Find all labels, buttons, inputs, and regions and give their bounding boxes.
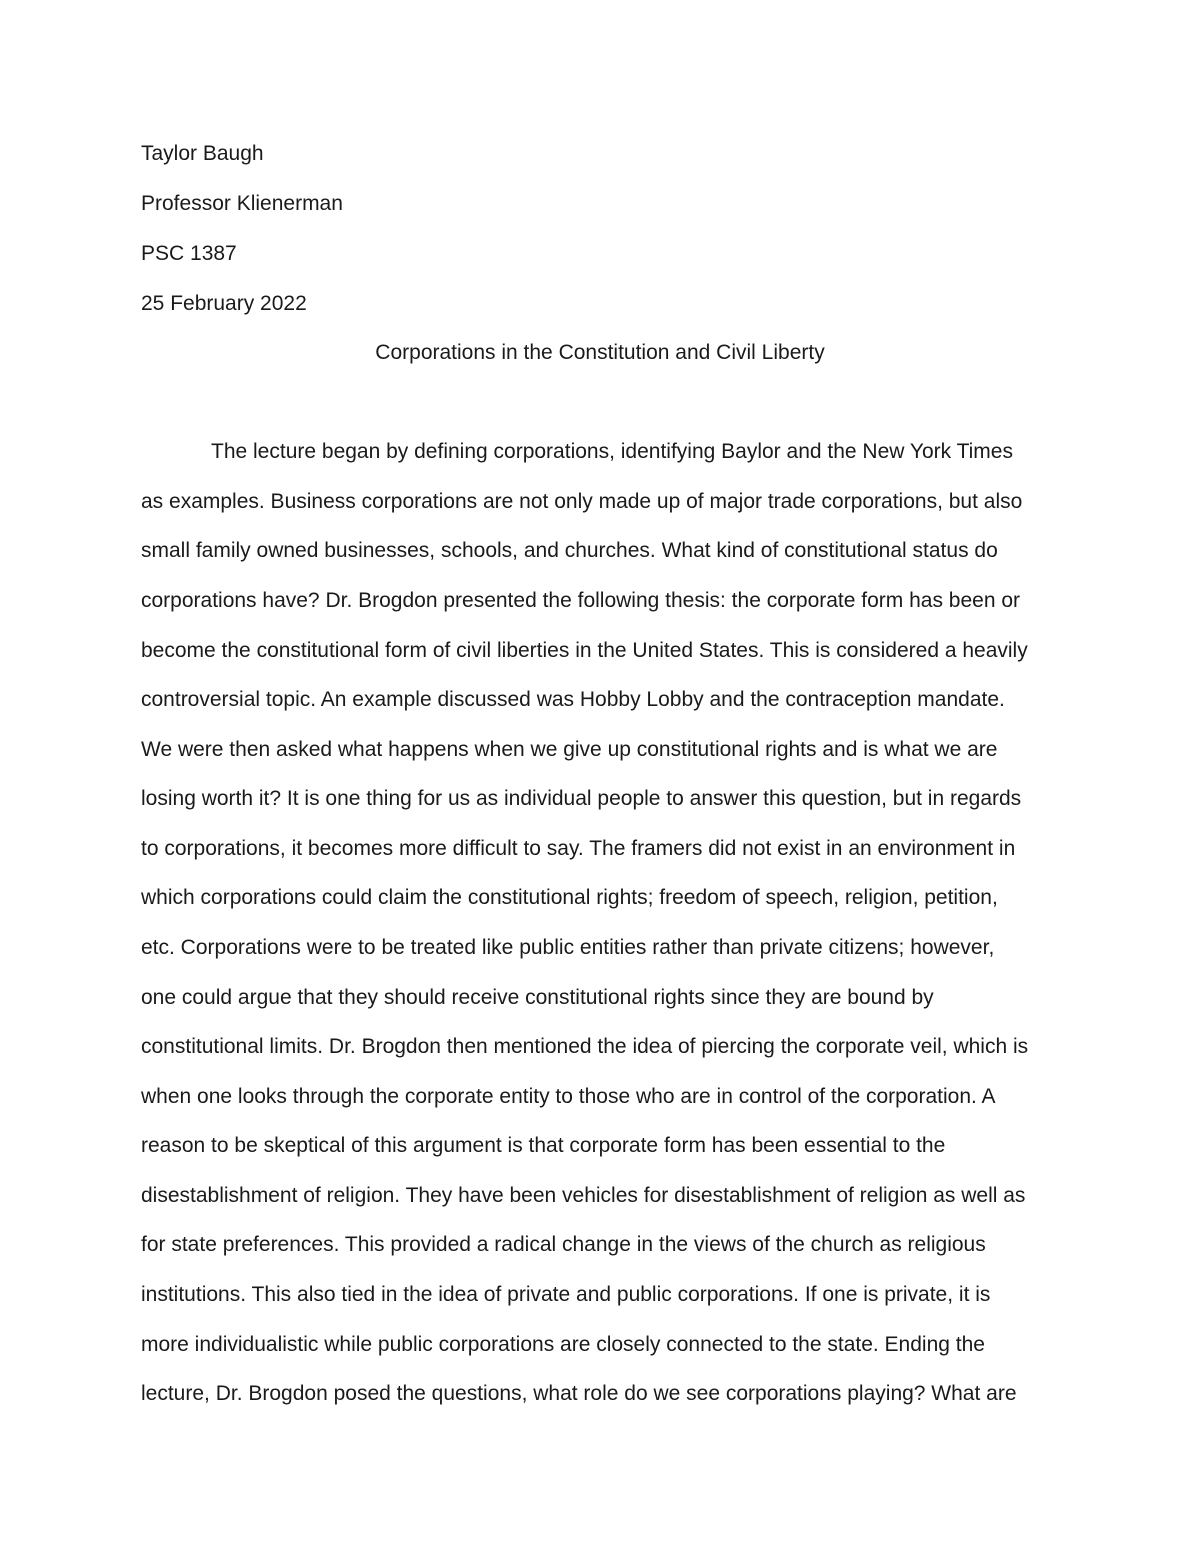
paragraph-line: The lecture began by defining corporations, identifying Baylor and the New York Times xyxy=(211,440,1013,463)
paragraph-line: etc. Corporations were to be treated like public entities rather than private citizens; however, xyxy=(141,936,995,959)
paragraph-line: institutions. This also tied in the idea of private and public corporations. If one is private, it is xyxy=(141,1283,991,1306)
paragraph-line: one could argue that they should receive constitutional rights since they are bound by xyxy=(141,986,934,1009)
paragraph-line: when one looks through the corporate entity to those who are in control of the corporation. A xyxy=(141,1085,996,1108)
paragraph-line: to corporations, it becomes more difficult to say. The framers did not exist in an environment in xyxy=(141,837,1016,860)
paragraph-line: disestablishment of religion. They have been vehicles for disestablishment of religion as well as xyxy=(141,1184,1026,1207)
paragraph-line: as examples. Business corporations are not only made up of major trade corporations, but also xyxy=(141,490,1023,513)
paragraph-line: We were then asked what happens when we give up constitutional rights and is what we are xyxy=(141,738,998,761)
paragraph-line: reason to be skeptical of this argument is that corporate form has been essential to the xyxy=(141,1134,946,1157)
paragraph-line: constitutional limits. Dr. Brogdon then mentioned the idea of piercing the corporate veil, which is xyxy=(141,1035,1029,1058)
paragraph-line: for state preferences. This provided a radical change in the views of the church as religious xyxy=(141,1233,986,1256)
paragraph-line: controversial topic. An example discussed was Hobby Lobby and the contraception mandate. xyxy=(141,688,1005,711)
paragraph-line: corporations have? Dr. Brogdon presented the following thesis: the corporate form has been or xyxy=(141,589,1021,612)
paragraph-line: more individualistic while public corporations are closely connected to the state. Ending the xyxy=(141,1333,985,1356)
professor-name: Professor Klienerman xyxy=(141,192,343,215)
paragraph-line: losing worth it? It is one thing for us as individual people to answer this question, but in regards xyxy=(141,787,1022,810)
paragraph-line: become the constitutional form of civil liberties in the United States. This is considered a heavily xyxy=(141,639,1028,662)
document-title: Corporations in the Constitution and Civil Liberty xyxy=(375,341,825,364)
paragraph-line: lecture, Dr. Brogdon posed the questions, what role do we see corporations playing? What are xyxy=(141,1382,1017,1405)
author-name: Taylor Baugh xyxy=(141,142,264,165)
course-code: PSC 1387 xyxy=(141,242,237,265)
paragraph-line: which corporations could claim the constitutional rights; freedom of speech, religion, petition, xyxy=(141,886,998,909)
paragraph-line: small family owned businesses, schools, and churches. What kind of constitutional status do xyxy=(141,539,998,562)
document-date: 25 February 2022 xyxy=(141,292,307,315)
